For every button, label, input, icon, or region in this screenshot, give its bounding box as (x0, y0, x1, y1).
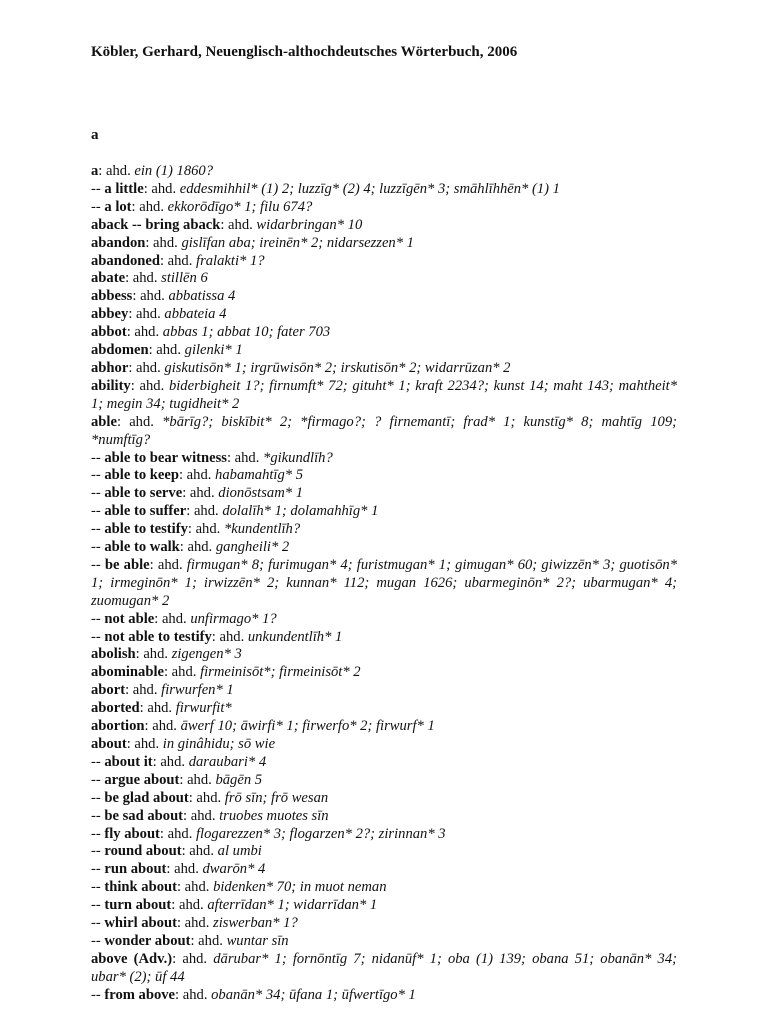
section-letter: a (91, 127, 99, 143)
ahd-gloss: daraubari* 4 (188, 753, 267, 770)
dictionary-entry (91, 808, 677, 826)
headword: turn about (104, 897, 172, 914)
entry-separator: : ahd. (226, 449, 264, 466)
dictionary-entry (91, 951, 677, 987)
headword: a little (104, 180, 144, 197)
entry-separator: : ahd. (144, 718, 181, 735)
dictionary-entry (91, 414, 677, 450)
entry-separator: : ahd. (178, 467, 216, 484)
headword: not able (104, 610, 155, 627)
headword: a lot (104, 198, 132, 215)
dictionary-entry (91, 754, 677, 772)
dictionary-entry (91, 664, 677, 682)
headword: able (91, 413, 117, 430)
subentry-marker: -- (91, 628, 105, 645)
entry-separator: : ahd. (163, 664, 201, 681)
entry-separator: : ahd. (190, 932, 227, 949)
ahd-gloss: wuntar sīn (226, 932, 289, 949)
dictionary-entry (91, 521, 677, 539)
ahd-gloss: biderbigheit 1?; firnumft* 72; gituht* 1; kraft 2234?; kunst 14; maht 143; mahtheit* 1; megin 34; tugidheit* 2 (91, 377, 677, 412)
headword: whirl about (104, 915, 177, 932)
headword: argue about (104, 771, 180, 788)
entry-separator: : ahd. (220, 216, 257, 233)
entry-separator: : ahd. (131, 198, 168, 215)
headword: think about (104, 879, 177, 896)
entry-separator: : ahd. (171, 897, 208, 914)
dictionary-entry (91, 217, 677, 235)
entry-separator: : ahd. (186, 503, 223, 520)
entry-separator: : ahd. (176, 879, 214, 896)
page-header: Köbler, Gerhard, Neuenglisch-althochdeutsches Wörterbuch, 2006 (91, 44, 518, 60)
subentry-marker: -- (91, 521, 105, 538)
headword: abhor (91, 359, 129, 376)
dictionary-entry (91, 306, 677, 324)
ahd-gloss: *kundentlīh? (223, 521, 301, 538)
headword: abbess (91, 288, 133, 305)
ahd-gloss: firmugan* 8; furimugan* 4; furistmugan* 1; gimugan* 60; giwizzēn* 3; guotisōn* 1; irmeginōn* 1; irwizzēn* 2; kunnan* 112; mugan 1626; ubarmeginōn* 2?; ubarmugan* 4; zuomugan* 2 (91, 556, 678, 609)
dictionary-entry (91, 181, 677, 199)
headword: abortion (91, 718, 145, 735)
entry-separator: : ahd. (149, 556, 187, 573)
dictionary-entry (91, 915, 677, 933)
dictionary-entry (91, 503, 677, 521)
ahd-gloss: dārubar* 1; fornōntīg 7; nidanūf* 1; oba (1) 139; obana 51; obanān* 34; ubar* (2); ūf 44 (91, 950, 677, 985)
ahd-gloss: dolalīh* 1; dolamahhīg* 1 (222, 503, 379, 520)
entry-separator: : ahd. (125, 682, 162, 699)
entry-separator: : ahd. (135, 646, 172, 663)
dictionary-entry (91, 879, 677, 897)
dictionary-entry (91, 646, 677, 664)
subentry-marker: -- (91, 932, 105, 949)
dictionary-entry (91, 933, 677, 951)
headword: able to testify (104, 521, 188, 538)
headword: be able (104, 556, 150, 573)
ahd-gloss: firwurfit* (175, 700, 232, 717)
ahd-gloss: in ginâhidu; sō wie (162, 736, 276, 752)
ahd-gloss: bidenken* 70; in muot neman (213, 879, 387, 896)
entry-separator: : ahd. (145, 234, 182, 251)
entry-separator: : ahd. (154, 610, 191, 627)
dictionary-entry (91, 163, 677, 181)
entry-separator: : ahd. (176, 915, 214, 932)
headword: able to keep (104, 467, 179, 484)
ahd-gloss: flogarezzen* 3; flogarzen* 2?; zirinnan* 3 (196, 825, 446, 842)
dictionary-entry (91, 342, 677, 360)
ahd-gloss: gangheili* 2 (215, 539, 290, 556)
entry-separator: : ahd. (126, 736, 163, 752)
headword: aback -- bring aback (91, 216, 221, 233)
entry-separator: : ahd. (143, 180, 180, 197)
dictionary-entry (91, 270, 677, 288)
headword: fly about (104, 825, 160, 842)
dictionary-entry (91, 987, 677, 1005)
headword: able to suffer (104, 503, 187, 520)
ahd-gloss: gilenki* 1 (184, 342, 243, 359)
ahd-gloss: habamahtīg* 5 (215, 467, 304, 484)
headword: abdomen (91, 342, 149, 359)
dictionary-entry (91, 629, 677, 647)
entry-separator: : ahd. (116, 413, 163, 430)
headword: abolish (91, 646, 136, 663)
subentry-marker: -- (91, 915, 105, 932)
dictionary-entry (91, 539, 677, 557)
subentry-marker: -- (91, 807, 105, 824)
subentry-marker: -- (91, 467, 105, 484)
ahd-gloss: firwurfen* 1 (161, 682, 234, 699)
entry-separator: : ahd. (166, 861, 203, 878)
entry-separator: : ahd. (188, 789, 225, 806)
subentry-marker: -- (91, 986, 105, 1003)
ahd-gloss: obanān* 34; ūfana 1; ūfwertīgo* 1 (211, 986, 416, 1003)
subentry-marker: -- (91, 753, 105, 770)
ahd-gloss: *gikundlīh? (263, 449, 333, 466)
entry-separator: : ahd. (130, 377, 169, 394)
headword: ability (91, 377, 131, 394)
ahd-gloss: gislīfan aba; ireinēn* 2; nidarsezzen* 1 (181, 234, 414, 251)
dictionary-entry (91, 736, 677, 754)
ahd-gloss: zigengen* 3 (171, 646, 242, 663)
dictionary-entry (91, 467, 677, 485)
subentry-marker: -- (91, 503, 105, 520)
ahd-gloss: giskutisōn* 1; irgrūwisōn* 2; irskutisōn* 2; widarrūzan* 2 (164, 359, 511, 376)
headword: aborted (91, 700, 140, 717)
headword: about (91, 736, 127, 752)
ahd-gloss: al umbi (217, 843, 262, 860)
entry-separator: : ahd. (128, 359, 165, 376)
dictionary-entry (91, 557, 677, 611)
ahd-gloss: frō sīn; frō wesan (224, 789, 329, 806)
dictionary-entry (91, 700, 677, 718)
dictionary-entry (91, 861, 677, 879)
entry-separator: : ahd. (159, 825, 196, 842)
subentry-marker: -- (91, 556, 105, 573)
dictionary-entry (91, 485, 677, 503)
ahd-gloss: dionōstsam* 1 (218, 485, 303, 502)
entry-separator: : ahd. (179, 771, 216, 788)
ahd-gloss: bāgēn 5 (215, 771, 263, 788)
ahd-gloss: stillēn 6 (161, 270, 208, 287)
headword: be sad about (104, 807, 184, 824)
entry-separator: : ahd. (98, 163, 135, 179)
entry-separator: : ahd. (139, 700, 176, 717)
dictionary-entry (91, 288, 677, 306)
dictionary-entry (91, 199, 677, 217)
subentry-marker: -- (91, 539, 105, 556)
ahd-gloss: widarbringan* 10 (256, 216, 363, 233)
headword: above (Adv.) (91, 950, 173, 967)
ahd-gloss: eddesmihhil* (1) 2; luzzīg* (2) 4; luzzīgēn* 3; smāhlīhhēn* (1) 1 (179, 180, 560, 197)
headword: able to serve (104, 485, 183, 502)
entry-separator: : ahd. (128, 306, 165, 323)
dictionary-entry (91, 450, 677, 468)
dictionary-entry (91, 718, 677, 736)
entry-separator: : ahd. (148, 342, 185, 359)
dictionary-entry (91, 253, 677, 271)
entry-separator: : ahd. (125, 270, 162, 287)
entry-separator: : ahd. (172, 950, 214, 967)
entry-separator: : ahd. (126, 324, 163, 341)
headword: from above (104, 986, 176, 1003)
headword: run about (104, 861, 167, 878)
dictionary-entry (91, 772, 677, 790)
subentry-marker: -- (91, 897, 105, 914)
ahd-gloss: ekkorōdīgo* 1; filu 674? (167, 198, 313, 215)
headword: abbey (91, 306, 129, 323)
subentry-marker: -- (91, 879, 105, 896)
subentry-marker: -- (91, 771, 105, 788)
entry-separator: : ahd. (187, 521, 224, 538)
entry-separator: : ahd. (152, 753, 189, 770)
dictionary-entry (91, 682, 677, 700)
headword: about it (104, 753, 153, 770)
subentry-marker: -- (91, 861, 105, 878)
subentry-marker: -- (91, 610, 105, 627)
ahd-gloss: truobes muotes sīn (219, 807, 329, 824)
dictionary-entry (91, 843, 677, 861)
headword: wonder about (104, 932, 191, 949)
entry-separator: : ahd. (179, 539, 216, 556)
ahd-gloss: abbas 1; abbat 10; fater 703 (162, 324, 331, 341)
ahd-gloss: afterrīdan* 1; widarrīdan* 1 (207, 897, 378, 914)
dictionary-entry (91, 360, 677, 378)
headword: round about (104, 843, 182, 860)
ahd-gloss: fralakti* 1? (196, 252, 265, 269)
ahd-gloss: unkundentlīh* 1 (247, 628, 343, 645)
entry-separator: : ahd. (159, 252, 197, 269)
dictionary-entry (91, 235, 677, 253)
ahd-gloss: dwarōn* 4 (202, 861, 266, 878)
headword: abbot (91, 324, 127, 341)
subentry-marker: -- (91, 180, 105, 197)
ahd-gloss: firmeinisōt*; firmeinisōt* 2 (200, 664, 361, 681)
headword: abandoned (91, 252, 160, 269)
headword: abort (91, 682, 126, 699)
dictionary-entry (91, 897, 677, 915)
headword: a (91, 163, 99, 179)
entry-separator: : ahd. (183, 807, 220, 824)
headword: abate (91, 270, 126, 287)
dictionary-entry (91, 324, 677, 342)
subentry-marker: -- (91, 449, 105, 466)
headword: abominable (91, 664, 164, 681)
headword: not able to testify (104, 628, 212, 645)
entry-separator: : ahd. (181, 843, 218, 860)
headword: abandon (91, 234, 146, 251)
subentry-marker: -- (91, 485, 105, 502)
subentry-marker: -- (91, 825, 105, 842)
ahd-gloss: abbateia 4 (164, 306, 227, 323)
entry-separator: : ahd. (182, 485, 219, 502)
entry-separator: : ahd. (132, 288, 169, 305)
headword: able to walk (104, 539, 180, 556)
entry-list (91, 163, 677, 1005)
ahd-gloss: abbatissa 4 (168, 288, 236, 305)
ahd-gloss: unfirmago* 1? (190, 610, 277, 627)
ahd-gloss: ein (1) 1860? (134, 163, 214, 179)
subentry-marker: -- (91, 198, 105, 215)
entry-separator: : ahd. (211, 628, 248, 645)
dictionary-entry (91, 378, 677, 414)
dictionary-entry (91, 826, 677, 844)
ahd-gloss: āwerf 10; āwirfi* 1; firwerfo* 2; firwurf* 1 (180, 718, 435, 735)
subentry-marker: -- (91, 789, 105, 806)
ahd-gloss: *bārīg?; biskībit* 2; *firmago?; ? firnemantī; frad* 1; kunstīg* 8; mahtīg 109; *numftīg? (91, 413, 677, 448)
subentry-marker: -- (91, 843, 105, 860)
ahd-gloss: ziswerban* 1? (213, 915, 298, 932)
dictionary-entry (91, 790, 677, 808)
entry-separator: : ahd. (175, 986, 212, 1003)
headword: be glad about (104, 789, 189, 806)
dictionary-entry (91, 611, 677, 629)
headword: able to bear witness (104, 449, 227, 466)
